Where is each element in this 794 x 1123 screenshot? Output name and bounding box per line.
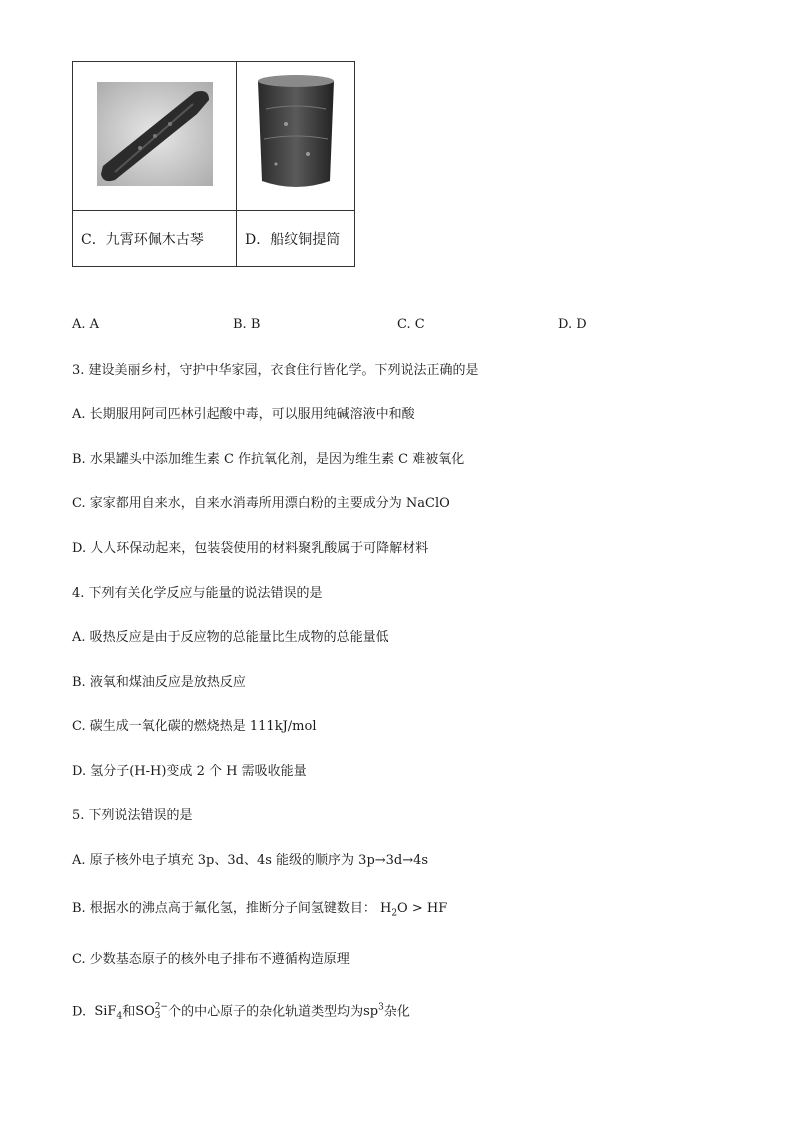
q4-option-d: D. 氢分子(H-H)变成 2 个 H 需吸收能量 <box>72 764 307 779</box>
q4-option-c: C. 碳生成一氧化碳的燃烧热是 111kJ/mol <box>72 719 317 734</box>
water-formula: $H_2O$ > HF <box>379 901 448 919</box>
sp3-label: $sp^3$ <box>363 1003 384 1020</box>
answer-option-c: C. C <box>397 317 425 332</box>
q5-option-b <box>72 899 447 924</box>
bronze-vessel-image <box>246 69 346 199</box>
q5-stem: 5. 下列说法错误的是 <box>72 808 193 823</box>
sif4-formula: SiF$_4$ <box>94 1004 123 1022</box>
q3-option-a: A. 长期服用阿司匹林引起酸中毒，可以服用纯碱溶液中和酸 <box>72 407 415 422</box>
bronze-vessel-image-cell <box>237 62 355 211</box>
answer-option-a: A. A <box>72 317 100 332</box>
q5-option-c: C. 少数基态原子的核外电子排布不遵循构造原理 <box>72 952 350 967</box>
caption-c: C．九霄环佩木古琴 <box>73 211 237 267</box>
q4-stem: 4. 下列有关化学反应与能量的说法错误的是 <box>72 586 323 601</box>
guqin-image-cell <box>73 62 237 211</box>
q3-option-c: C. 家家都用自来水，自来水消毒所用漂白粉的主要成分为 NaClO <box>72 496 450 511</box>
guqin-image <box>85 74 225 194</box>
caption-d: D．船纹铜提筒 <box>237 211 355 267</box>
q5-option-b-text: B. 根据水的沸点高于氟化氢，推断分子间氢键数目： <box>72 901 376 916</box>
q3-stem: 3. 建设美丽乡村，守护中华家园，衣食住行皆化学。下列说法正确的是 <box>72 363 479 378</box>
q4-option-b: B. 液氧和煤油反应是放热反应 <box>72 675 246 690</box>
q3-option-d: D. 人人环保动起来，包装袋使用的材料聚乳酸属于可降解材料 <box>72 541 429 556</box>
figure-table <box>72 61 355 267</box>
answer-option-b: B. B <box>233 317 261 332</box>
answer-option-d: D. D <box>558 317 587 332</box>
q3-option-b: B. 水果罐头中添加维生素 C 作抗氧化剂，是因为维生素 C 难被氧化 <box>72 452 465 467</box>
sulfite-formula: SO 2− 3 <box>135 1001 169 1021</box>
q4-option-a: A. 吸热反应是由于反应物的总能量比生成物的总能量低 <box>72 630 389 645</box>
q5-option-d: D. SiF$_4$和SO 2− 3 个的中心原子的杂化轨道类型均为$sp^3$杂化 <box>72 1001 410 1022</box>
q5-option-a: A. 原子核外电子填充 3p、3d、4s 能级的顺序为 3p→3d→4s <box>72 853 429 868</box>
